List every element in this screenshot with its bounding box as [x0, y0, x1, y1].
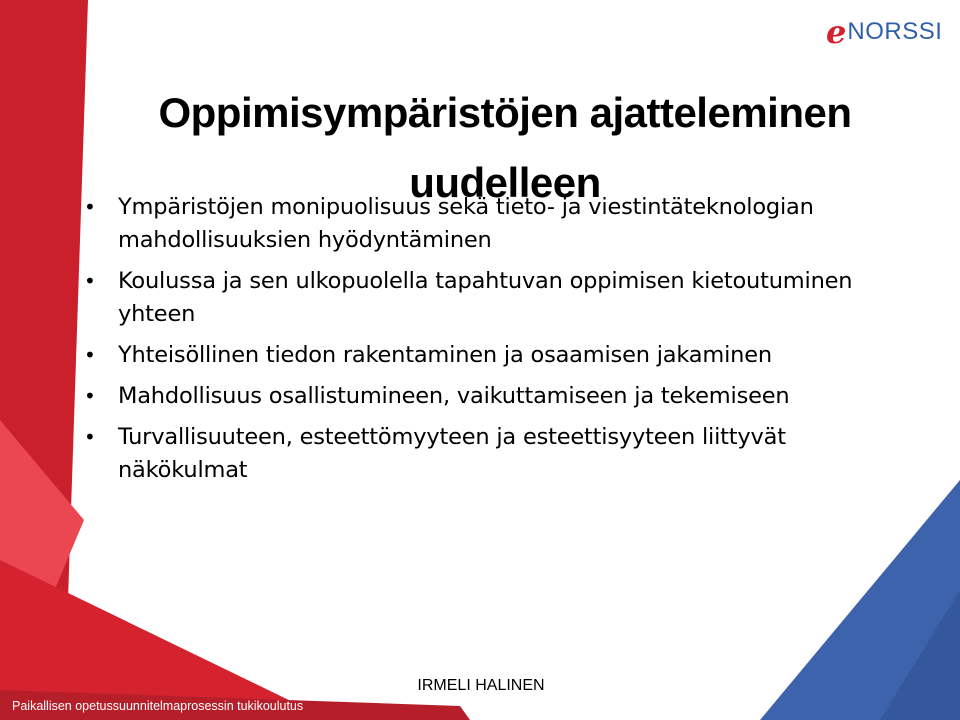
- bullet-text: Yhteisöllinen tiedon rakentaminen ja osaamisen jakaminen: [118, 342, 772, 368]
- bullet-icon: •: [84, 343, 96, 367]
- list-item: [84, 380, 904, 413]
- bullet-text: Ympäristöjen monipuolisuus sekä tieto- ja viestintäteknologian mahdollisuuksien hyödyntäminen: [118, 194, 814, 253]
- footer-caption: Paikallisen opetussuunnitelmaprosessin tukikoulutus: [12, 699, 304, 713]
- bullet-list: [84, 191, 904, 495]
- enorssi-logo: [826, 14, 946, 50]
- list-item: [84, 421, 904, 487]
- logo-e-mark: e: [826, 13, 847, 51]
- bullet-icon: •: [84, 384, 96, 408]
- slide-title: Oppimisympäristöjen ajatteleminen uudelleen: [158, 89, 852, 206]
- bullet-text: Turvallisuuteen, esteettömyyteen ja esteettisyyteen liittyvät näkökulmat: [118, 424, 786, 483]
- bullet-text: Mahdollisuus osallistumineen, vaikuttamiseen ja tekemiseen: [118, 383, 790, 409]
- bullet-icon: •: [84, 269, 96, 293]
- list-item: [84, 265, 904, 331]
- presenter-name: IRMELI HALINEN: [417, 677, 545, 694]
- bullet-icon: •: [84, 195, 96, 219]
- bullet-icon: •: [84, 425, 96, 449]
- bullet-text: Koulussa ja sen ulkopuolella tapahtuvan oppimisen kietoutuminen yhteen: [118, 268, 853, 327]
- list-item: [84, 191, 904, 257]
- logo-wordmark: NORSSI: [847, 18, 943, 45]
- list-item: [84, 339, 904, 372]
